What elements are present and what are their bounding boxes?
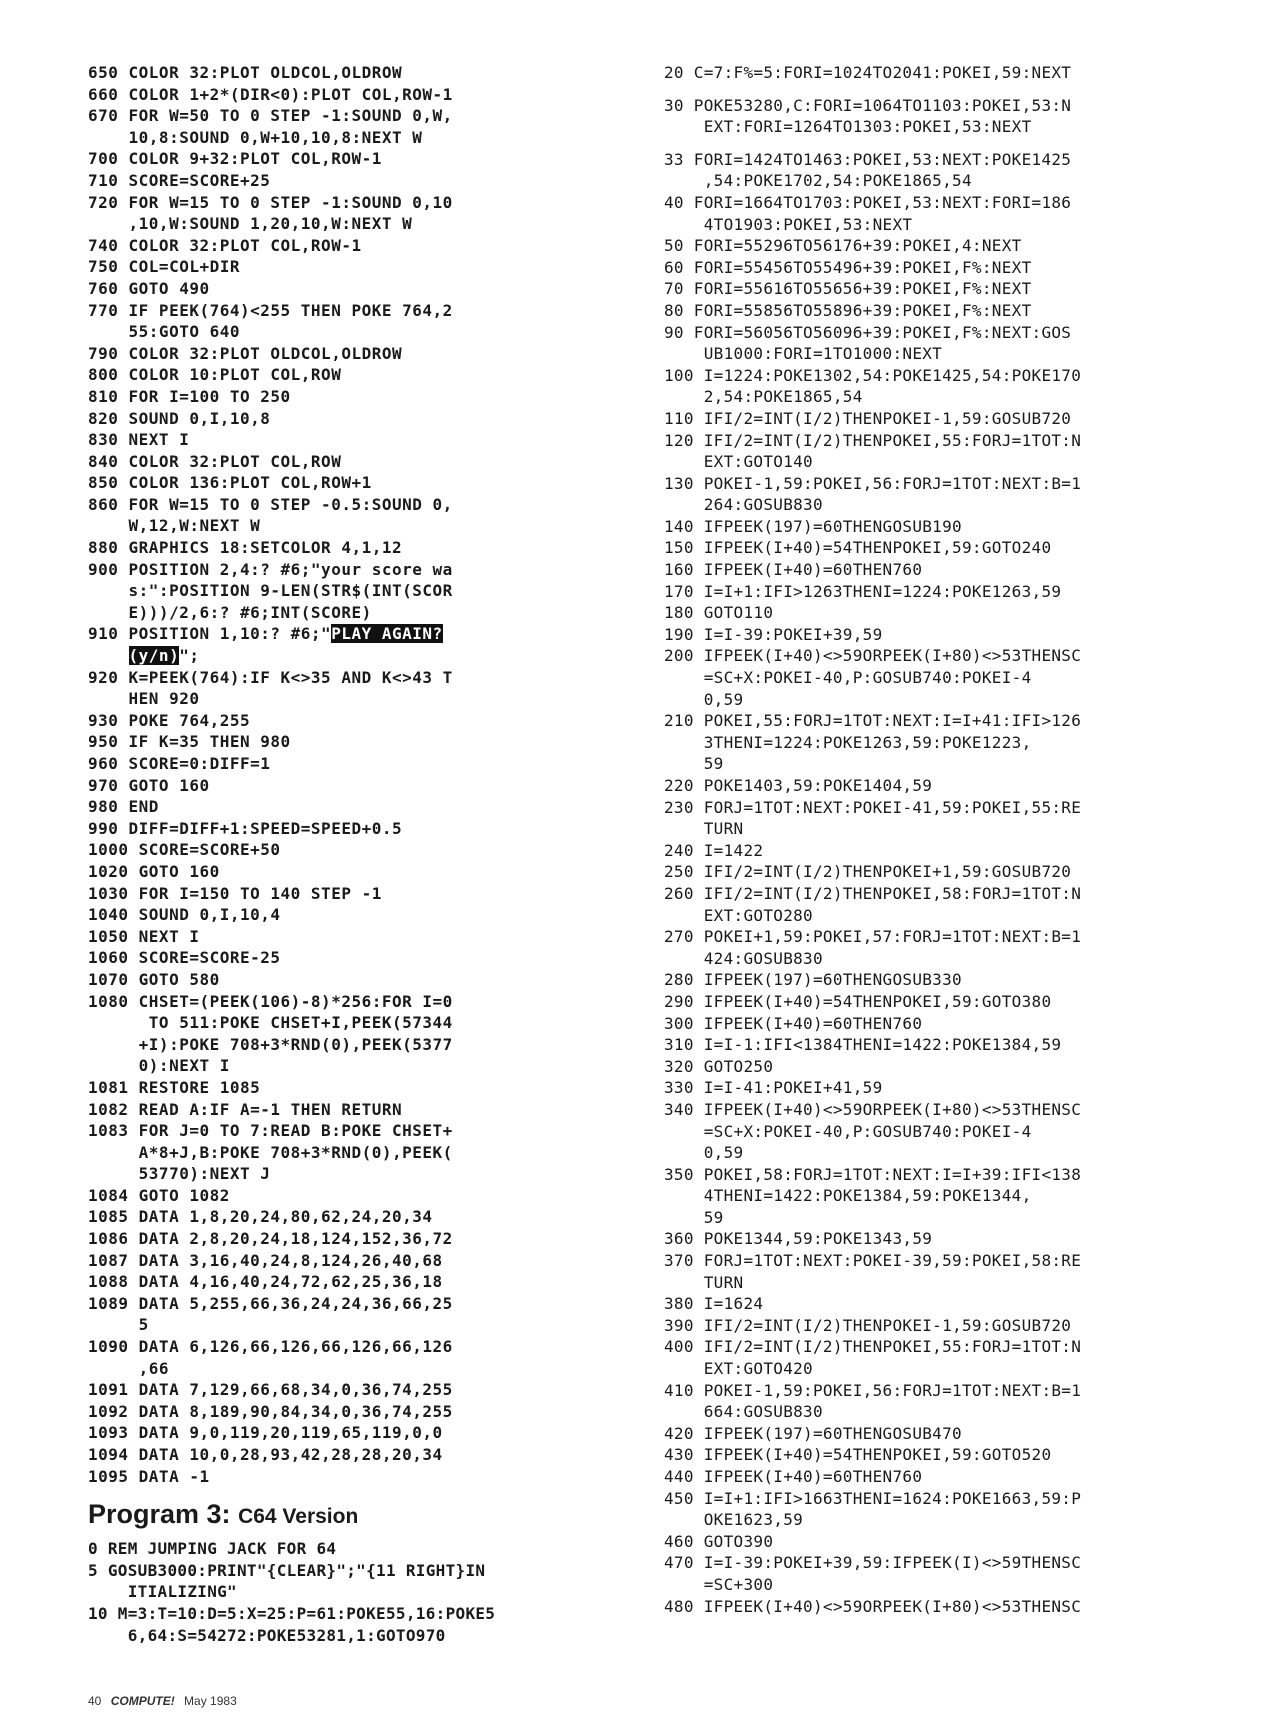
code-line: 1087 DATA 3,16,40,24,8,124,26,40,68 [88,1250,443,1270]
code-line: 410 POKEI-1,59:POKEI,56:FORJ=1TOT:NEXT:B=1 [664,1380,1082,1400]
code-line: 100 I=1224:POKE1302,54:POKE1425,54:POKE170 [664,365,1082,385]
code-line: 1040 SOUND 0,I,10,4 [88,905,281,925]
code-line: 1030 FOR I=150 TO 140 STEP -1 [88,883,382,903]
code-line: 55:GOTO 640 [88,322,240,342]
code-line: 760 GOTO 490 [88,278,210,298]
code-line: 424:GOSUB830 [664,948,823,968]
code-line: 810 FOR I=100 TO 250 [88,386,291,406]
code-line: 60 FORI=55456TO55496+39:POKEI,F%:NEXT [664,257,1032,277]
page-footer [88,1694,237,1708]
code-line: 664:GOSUB830 [664,1402,823,1422]
code-line: 240 I=1422 [664,840,764,860]
code-line: 290 IFPEEK(I+40)=54THENPOKEI,59:GOTO380 [664,991,1052,1011]
line-910-prefix: 910 POSITION 1,10:? #6;" [88,624,332,644]
issue-date: May 1983 [184,1694,237,1708]
code-line: 860 FOR W=15 TO 0 STEP -0.5:SOUND 0, [88,494,453,514]
code-line: 0,59 [664,1143,744,1163]
code-line: 5 GOSUB3000:PRINT"{CLEAR}";"{11 RIGHT}IN [88,1560,486,1580]
code-line: =SC+X:POKEI-40,P:GOSUB740:POKEI-4 [664,668,1032,688]
magazine-name: COMPUTE! [110,1694,175,1708]
code-line: 660 COLOR 1+2*(DIR<0):PLOT COL,ROW-1 [88,84,453,104]
code-line: 53770):NEXT J [88,1164,271,1184]
code-line: 1060 SCORE=SCORE-25 [88,948,281,968]
code-line: 400 IFI/2=INT(I/2)THENPOKEI,55:FORJ=1TOT:N [664,1337,1082,1357]
code-line: 750 COL=COL+DIR [88,257,240,277]
code-line: 170 I=I+1:IFI>1263THENI=1224:POKE1263,59 [664,581,1062,601]
code-line: 420 IFPEEK(197)=60THENGOSUB470 [664,1423,962,1443]
code-line: 920 K=PEEK(764):IF K<>35 AND K<>43 T [88,667,453,687]
code-line: 300 IFPEEK(I+40)=60THEN760 [664,1013,923,1033]
page-number: 40 [88,1694,102,1708]
code-line: 0 REM JUMPING JACK FOR 64 [88,1539,337,1559]
code-line: 90 FORI=56056TO56096+39:POKEI,F%:NEXT:GOS [664,322,1072,342]
code-line: 70 FORI=55616TO55656+39:POKEI,F%:NEXT [664,279,1032,299]
code-line: 980 END [88,797,159,817]
code-line: 970 GOTO 160 [88,775,210,795]
code-line: 1085 DATA 1,8,20,24,80,62,24,20,34 [88,1207,433,1227]
code-line: W,12,W:NEXT W [88,516,261,536]
code-line: 1095 DATA -1 [88,1466,210,1486]
line-910-suffix: "; [179,646,200,666]
code-line: 220 POKE1403,59:POKE1404,59 [664,776,933,795]
atari-listing-part-2 [88,667,648,1488]
code-line: 264:GOSUB830 [664,495,823,515]
code-line: 950 IF K=35 THEN 980 [88,732,291,752]
code-line: 350 POKEI,58:FORJ=1TOT:NEXT:I=I+39:IFI<138 [664,1164,1082,1184]
code-line: EXT:GOTO280 [664,905,813,925]
code-line: 1081 RESTORE 1085 [88,1077,261,1097]
code-line: 800 COLOR 10:PLOT COL,ROW [88,365,342,385]
section-heading [88,1499,648,1530]
code-line: 340 IFPEEK(I+40)<>59ORPEEK(I+80)<>53THENSC [664,1099,1082,1119]
code-line: 1092 DATA 8,189,90,84,34,0,36,74,255 [88,1401,453,1421]
code-line: 110 IFI/2=INT(I/2)THENPOKEI-1,59:GOSUB720 [664,408,1072,428]
code-line: 150 IFPEEK(I+40)=54THENPOKEI,59:GOTO240 [664,538,1052,558]
code-line: 820 SOUND 0,I,10,8 [88,408,271,428]
code-line: 1084 GOTO 1082 [88,1185,230,1205]
code-line: 770 IF PEEK(764)<255 THEN POKE 764,2 [88,300,453,320]
code-line: 230 FORJ=1TOT:NEXT:POKEI-41,59:POKEI,55:RE [664,797,1082,817]
code-line: 480 IFPEEK(I+40)<>59ORPEEK(I+80)<>53THENSC [664,1596,1082,1616]
code-line: OKE1623,59 [664,1510,804,1530]
code-line: 33 FORI=1424TO1463:POKEI,53:NEXT:POKE1425 [664,149,1072,169]
line-gap [664,138,1204,149]
heading-sub: C64 Version [238,1505,359,1529]
code-line: 59 [664,1207,724,1227]
code-line: 960 SCORE=0:DIFF=1 [88,754,271,773]
code-line: 1083 FOR J=0 TO 7:READ B:POKE CHSET+ [88,1121,453,1141]
code-line: 930 POKE 764,255 [88,710,251,730]
code-line: 140 IFPEEK(197)=60THENGOSUB190 [664,516,962,536]
code-line: 2,54:POKE1865,54 [664,387,863,407]
code-line: 320 GOTO250 [664,1056,774,1076]
code-line: 650 COLOR 32:PLOT OLDCOL,OLDROW [88,63,403,82]
code-line: 200 IFPEEK(I+40)<>59ORPEEK(I+80)<>53THENSC [664,646,1082,666]
code-line: UB1000:FORI=1TO1000:NEXT [664,344,943,364]
code-line: +I):POKE 708+3*RND(0),PEEK(5377 [88,1034,453,1054]
code-line: 3THENI=1224:POKE1263,59:POKE1223, [664,732,1032,752]
code-line: =SC+300 [664,1574,774,1594]
code-line: 710 SCORE=SCORE+25 [88,170,271,190]
code-line: A*8+J,B:POKE 708+3*RND(0),PEEK( [88,1142,453,1162]
code-line: 280 IFPEEK(197)=60THENGOSUB330 [664,970,962,990]
code-line: 59 [664,754,724,774]
code-line: 700 COLOR 9+32:PLOT COL,ROW-1 [88,149,382,169]
inverse-text-play-again: PLAY AGAIN? [331,624,443,644]
code-line: 430 IFPEEK(I+40)=54THENPOKEI,59:GOTO520 [664,1445,1052,1465]
code-line: 4TO1903:POKEI,53:NEXT [664,214,913,234]
code-line: 270 POKEI+1,59:POKEI,57:FORJ=1TOT:NEXT:B=1 [664,927,1082,947]
code-line: 460 GOTO390 [664,1531,774,1551]
code-line: 130 POKEI-1,59:POKEI,56:FORJ=1TOT:NEXT:B=1 [664,473,1082,493]
code-line: 390 IFI/2=INT(I/2)THENPOKEI-1,59:GOSUB720 [664,1315,1072,1335]
code-line: 180 GOTO110 [664,603,774,623]
code-line: ,66 [88,1358,170,1378]
c64-listing-start [88,1538,648,1646]
left-column [88,62,648,1646]
code-line: =SC+X:POKEI-40,P:GOSUB740:POKEI-4 [664,1121,1032,1141]
heading-main: Program 3: [88,1499,231,1530]
code-line: 670 FOR W=50 TO 0 STEP -1:SOUND 0,W, [88,106,453,126]
code-line-910 [88,623,648,645]
code-line: 4THENI=1422:POKE1384,59:POKE1344, [664,1186,1032,1206]
code-line: ,10,W:SOUND 1,20,10,W:NEXT W [88,214,413,234]
code-line: TURN [664,1272,744,1292]
code-line: 380 I=1624 [664,1294,764,1314]
code-line: 10 M=3:T=10:D=5:X=25:P=61:POKE55,16:POKE5 [88,1603,496,1623]
code-line: ,54:POKE1702,54:POKE1865,54 [664,171,972,191]
code-line: 250 IFI/2=INT(I/2)THENPOKEI+1,59:GOSUB720 [664,862,1072,882]
code-line: EXT:GOTO140 [664,452,813,472]
code-line: 1089 DATA 5,255,66,36,24,24,36,66,25 [88,1293,453,1313]
code-line: E)))/2,6:? #6;INT(SCORE) [88,602,372,622]
code-line: 1050 NEXT I [88,926,200,946]
code-line: 850 COLOR 136:PLOT COL,ROW+1 [88,473,372,493]
code-line: 1088 DATA 4,16,40,24,72,62,25,36,18 [88,1272,443,1292]
code-line-910-cont [88,645,648,667]
code-line: 1094 DATA 10,0,28,93,42,28,28,20,34 [88,1445,443,1464]
code-line: 470 I=I-39:POKEI+39,59:IFPEEK(I)<>59THENSC [664,1553,1082,1573]
code-line: 6,64:S=54272:POKE53281,1:GOTO970 [88,1625,446,1645]
code-line: 900 POSITION 2,4:? #6;"your score wa [88,559,453,579]
code-line: 790 COLOR 32:PLOT OLDCOL,OLDROW [88,343,403,363]
code-line: TURN [664,819,744,839]
code-line: 260 IFI/2=INT(I/2)THENPOKEI,58:FORJ=1TOT:N [664,883,1082,903]
code-line: 1080 CHSET=(PEEK(106)-8)*256:FOR I=0 [88,991,453,1011]
atari-listing-part-1 [88,62,648,623]
code-line: 450 I=I+1:IFI>1663THENI=1624:POKE1663,59:P [664,1488,1082,1508]
code-line: 840 COLOR 32:PLOT COL,ROW [88,451,342,471]
code-line: 880 GRAPHICS 18:SETCOLOR 4,1,12 [88,538,403,558]
inverse-text-yn: (y/n) [128,646,180,666]
code-line: 190 I=I-39:POKEI+39,59 [664,624,883,644]
code-line: 0):NEXT I [88,1056,230,1076]
code-line: 40 FORI=1664TO1703:POKEI,53:NEXT:FORI=186 [664,192,1072,212]
code-line: 5 [88,1315,149,1335]
code-line: 330 I=I-41:POKEI+41,59 [664,1078,883,1098]
code-line: 360 POKE1344,59:POKE1343,59 [664,1229,933,1249]
code-line: 120 IFI/2=INT(I/2)THENPOKEI,55:FORJ=1TOT:N [664,430,1082,450]
code-line: 720 FOR W=15 TO 0 STEP -1:SOUND 0,10 [88,192,453,212]
code-line: 830 NEXT I [88,430,190,450]
code-line: EXT:FORI=1264TO1303:POKEI,53:NEXT [664,117,1032,137]
code-line: TO 511:POKE CHSET+I,PEEK(57344 [88,1013,453,1033]
c64-listing [664,62,1204,1617]
code-line: s:":POSITION 9-LEN(STR$(INT(SCOR [88,581,453,601]
code-line: 50 FORI=55296TO56176+39:POKEI,4:NEXT [664,236,1022,256]
code-line: 10,8:SOUND 0,W+10,10,8:NEXT W [88,127,423,147]
code-line: EXT:GOTO420 [664,1359,813,1379]
code-line: 1020 GOTO 160 [88,861,220,881]
code-line: 1090 DATA 6,126,66,126,66,126,66,126 [88,1337,453,1357]
code-line: 1070 GOTO 580 [88,969,220,989]
code-line: 1000 SCORE=SCORE+50 [88,840,281,860]
code-line: 370 FORJ=1TOT:NEXT:POKEI-39,59:POKEI,58:RE [664,1251,1082,1271]
code-line: 160 IFPEEK(I+40)=60THEN760 [664,560,923,580]
code-line: ITIALIZING" [88,1582,237,1602]
code-line: 210 POKEI,55:FORJ=1TOT:NEXT:I=I+41:IFI>126 [664,711,1082,731]
code-line: 1091 DATA 7,129,66,68,34,0,36,74,255 [88,1380,453,1400]
code-line: 740 COLOR 32:PLOT COL,ROW-1 [88,235,362,255]
code-line: 1093 DATA 9,0,119,20,119,65,119,0,0 [88,1423,443,1443]
right-column [664,62,1204,1617]
code-line: 80 FORI=55856TO55896+39:POKEI,F%:NEXT [664,300,1032,320]
code-line: 1082 READ A:IF A=-1 THEN RETURN [88,1099,403,1119]
line-gap [664,84,1204,95]
code-line: HEN 920 [88,689,200,709]
code-line: 0,59 [664,689,744,709]
code-line: 990 DIFF=DIFF+1:SPEED=SPEED+0.5 [88,818,403,838]
code-line: 1086 DATA 2,8,20,24,18,124,152,36,72 [88,1229,453,1249]
code-line: 20 C=7:F%=5:FORI=1024TO2041:POKEI,59:NEXT [664,63,1072,82]
code-line: 30 POKE53280,C:FORI=1064TO1103:POKEI,53:N [664,95,1072,115]
code-line: 440 IFPEEK(I+40)=60THEN760 [664,1467,923,1486]
code-line: 310 I=I-1:IFI<1384THENI=1422:POKE1384,59 [664,1035,1062,1055]
